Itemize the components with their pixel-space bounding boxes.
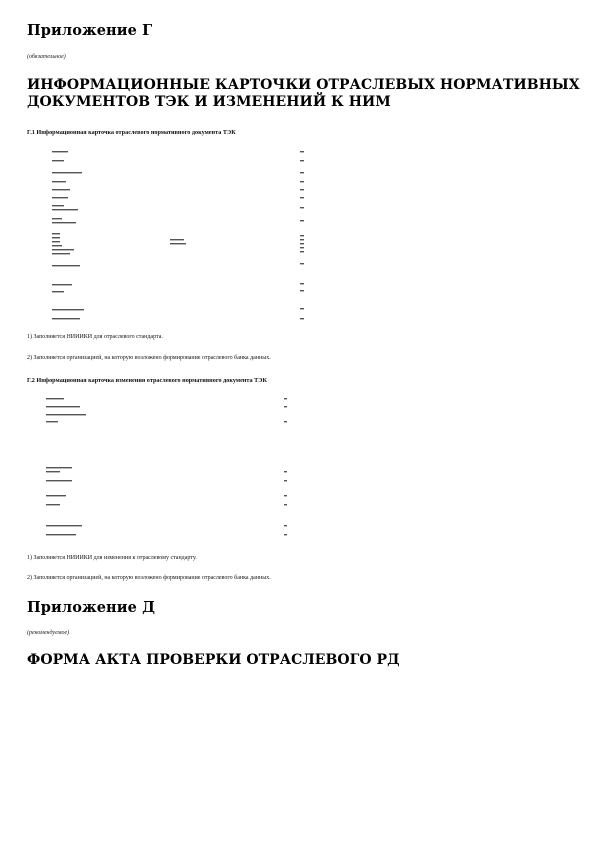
card2-form — [44, 395, 294, 545]
card1-heading: Г.1 Информационная карточка отраслевого нормативного документа ТЭК — [27, 129, 236, 136]
card1-note-2: 2) Заполняется организацией, на которую возложено формирование отраслевого банка данных. — [27, 355, 271, 361]
appendix-d-title: ФОРМА АКТА ПРОВЕРКИ ОТРАСЛЕВОГО РД — [27, 652, 400, 668]
card2-note-2: 2) Заполняется организацией, на которую возложено формирование отраслевого банка данных. — [27, 575, 271, 581]
card2-fields-graphic — [44, 395, 294, 545]
appendix-g-heading: Приложение Г — [27, 22, 153, 39]
card1-fields-graphic — [50, 148, 310, 326]
card1-form — [50, 148, 310, 326]
card1-note-1: 1) Заполняется НИИИКИ для отраслевого стандарта. — [27, 334, 163, 340]
appendix-g-status: (обязательное) — [27, 54, 66, 60]
card2-heading: Г.2 Информационная карточка изменения отраслевого нормативного документа ТЭК — [27, 377, 267, 384]
appendix-d-heading: Приложение Д — [27, 599, 156, 616]
appendix-d-status: (рекомендуемое) — [27, 630, 70, 636]
appendix-g-title: ИНФОРМАЦИОННЫЕ КАРТОЧКИ ОТРАСЛЕВЫХ НОРМАТИВНЫХ ДОКУМЕНТОВ ТЭК И ИЗМЕНЕНИЙ К НИМ — [27, 77, 580, 110]
card2-note-1: 1) Заполняется НИИИКИ для изменения к отраслевому стандарту. — [27, 555, 197, 561]
